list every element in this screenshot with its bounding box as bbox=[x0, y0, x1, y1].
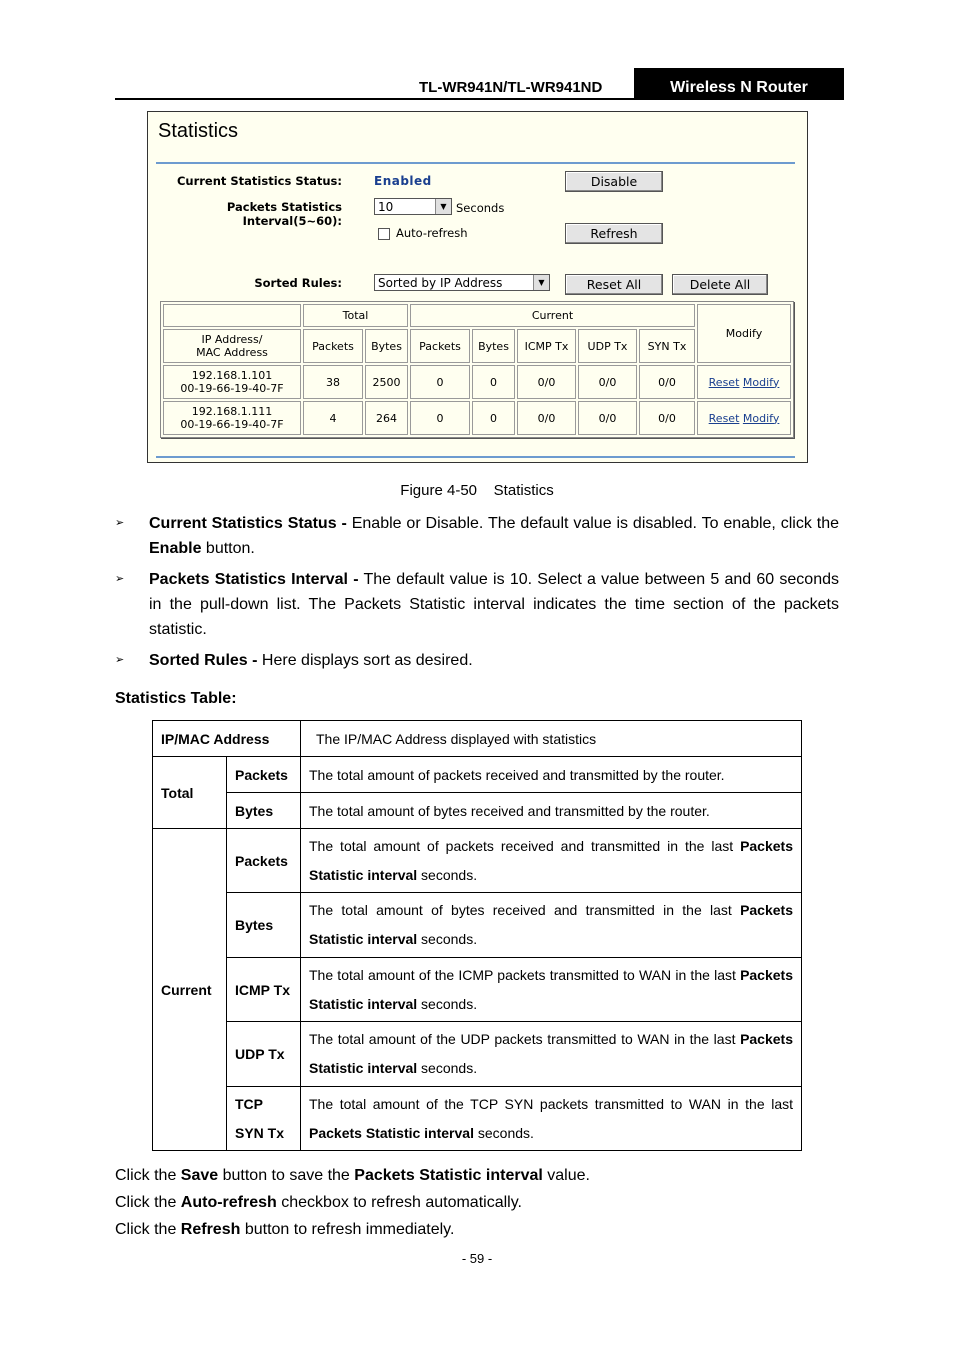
current-group-term: Current bbox=[153, 829, 227, 1151]
row-actions bbox=[697, 401, 791, 435]
sorted-rules-select[interactable] bbox=[374, 274, 550, 291]
header-product-badge: Wireless N Router bbox=[634, 68, 844, 100]
interval-label: Packets Statistics Interval(5~60): bbox=[226, 200, 342, 228]
current-bytes-term: Bytes bbox=[227, 893, 301, 958]
col-udp-tx: UDP Tx bbox=[578, 329, 637, 363]
icmp-tx-definition: The total amount of the ICMP packets transmitted to WAN in the last Packets Statistic interval seconds. bbox=[301, 958, 802, 1022]
bullet-item: ➢ Packets Statistics Interval - The default value is 10. Select a value between 5 and 60 seconds in the pull-down list. The Packets Statistic interval indicates the time section of the packets statistic. bbox=[115, 567, 839, 642]
row-ip-mac: 192.168.1.111 00-19-66-19-40-7F bbox=[163, 401, 301, 435]
total-header: Total bbox=[303, 304, 408, 327]
sorted-rules-label: Sorted Rules: bbox=[254, 276, 342, 290]
current-packets-term: Packets bbox=[227, 829, 301, 893]
table-row bbox=[153, 829, 802, 893]
statistics-table bbox=[160, 301, 794, 438]
footer-line-refresh: Click the Refresh button to refresh immediately. bbox=[115, 1221, 455, 1238]
table-row bbox=[163, 365, 791, 399]
row-udp-tx: 0/0 bbox=[578, 365, 637, 399]
tcp-syn-tx-definition: The total amount of the TCP SYN packets transmitted to WAN in the last Packets Statistic interval seconds. bbox=[301, 1087, 802, 1151]
auto-refresh-label: Auto-refresh bbox=[396, 226, 468, 240]
row-current-packets: 0 bbox=[410, 401, 470, 435]
icmp-tx-term: ICMP Tx bbox=[227, 958, 301, 1022]
table-row bbox=[153, 757, 802, 793]
current-packets-definition: The total amount of packets received and transmitted in the last Packets Statistic interval seconds. bbox=[301, 829, 802, 893]
modify-link[interactable]: Modify bbox=[742, 411, 780, 425]
statistics-screenshot bbox=[147, 111, 808, 463]
seconds-label: Seconds bbox=[456, 201, 505, 215]
bullet-arrow-icon: ➢ bbox=[115, 517, 125, 529]
row-total-bytes: 2500 bbox=[365, 365, 408, 399]
col-current-bytes: Bytes bbox=[472, 329, 515, 363]
row-syn-tx: 0/0 bbox=[639, 365, 695, 399]
bullet-arrow-icon: ➢ bbox=[115, 654, 125, 666]
panel-title: Statistics bbox=[158, 120, 239, 142]
header-rule bbox=[115, 98, 844, 100]
row-actions bbox=[697, 365, 791, 399]
modify-header: Modify bbox=[697, 304, 791, 363]
interval-value: 10 bbox=[378, 200, 394, 214]
bullet-arrow-icon: ➢ bbox=[115, 573, 125, 585]
figure-caption: Figure 4-50 Statistics bbox=[400, 482, 554, 499]
header-model: TL-WR941N/TL-WR941ND bbox=[419, 79, 603, 96]
row-current-bytes: 0 bbox=[472, 401, 515, 435]
row-total-packets: 38 bbox=[303, 365, 363, 399]
col-total-packets: Packets bbox=[303, 329, 363, 363]
dropdown-arrow-icon[interactable]: ▼ bbox=[435, 199, 451, 214]
table-row bbox=[153, 1022, 802, 1087]
current-header: Current bbox=[410, 304, 695, 327]
modify-link[interactable]: Modify bbox=[742, 375, 780, 389]
page-number: - 59 - bbox=[461, 1251, 493, 1266]
row-syn-tx: 0/0 bbox=[639, 401, 695, 435]
table-row bbox=[153, 893, 802, 958]
udp-tx-term: UDP Tx bbox=[227, 1022, 301, 1087]
interval-select[interactable] bbox=[374, 198, 452, 215]
section-heading: Statistics Table: bbox=[115, 690, 237, 707]
bullet-item: ➢ Current Statistics Status - Enable or Disable. The default value is disabled. To enable, click the Enable button. bbox=[115, 511, 839, 561]
total-packets-term: Packets bbox=[227, 757, 301, 793]
disable-button[interactable]: Disable bbox=[565, 171, 663, 192]
dropdown-arrow-icon[interactable]: ▼ bbox=[533, 275, 549, 290]
auto-refresh-checkbox[interactable] bbox=[378, 228, 390, 240]
status-value: Enabled bbox=[374, 174, 432, 188]
title-divider bbox=[156, 162, 795, 164]
row-current-bytes: 0 bbox=[472, 365, 515, 399]
footer-line-auto-refresh: Click the Auto-refresh checkbox to refresh automatically. bbox=[115, 1194, 522, 1211]
reset-all-button[interactable]: Reset All bbox=[565, 274, 663, 295]
col-total-bytes: Bytes bbox=[365, 329, 408, 363]
col-current-packets: Packets bbox=[410, 329, 470, 363]
sorted-rules-value: Sorted by IP Address bbox=[378, 276, 503, 290]
row-current-packets: 0 bbox=[410, 365, 470, 399]
row-icmp-tx: 0/0 bbox=[517, 401, 576, 435]
udp-tx-definition: The total amount of the UDP packets transmitted to WAN in the last Packets Statistic interval seconds. bbox=[301, 1022, 802, 1087]
refresh-button[interactable]: Refresh bbox=[565, 223, 663, 244]
row-total-bytes: 264 bbox=[365, 401, 408, 435]
total-group-term: Total bbox=[153, 757, 227, 829]
table-row bbox=[153, 958, 802, 1022]
row-udp-tx: 0/0 bbox=[578, 401, 637, 435]
total-packets-definition: The total amount of packets received and transmitted by the router. bbox=[301, 757, 802, 793]
current-bytes-definition: The total amount of bytes received and transmitted in the last Packets Statistic interval seconds. bbox=[301, 893, 802, 958]
table-row bbox=[163, 401, 791, 435]
reset-link[interactable]: Reset bbox=[708, 375, 740, 389]
tcp-syn-tx-term: TCP SYN Tx bbox=[227, 1087, 301, 1151]
status-label: Current Statistics Status: bbox=[176, 174, 342, 188]
delete-all-button[interactable]: Delete All bbox=[672, 274, 768, 295]
footer-line-save: Click the Save button to save the Packets Statistic interval value. bbox=[115, 1167, 590, 1184]
row-total-packets: 4 bbox=[303, 401, 363, 435]
table-header-row bbox=[163, 304, 791, 327]
col-icmp-tx: ICMP Tx bbox=[517, 329, 576, 363]
total-bytes-term: Bytes bbox=[227, 793, 301, 829]
table-row bbox=[153, 1087, 802, 1151]
ip-mac-term: IP/MAC Address bbox=[153, 721, 301, 757]
table-row bbox=[153, 793, 802, 829]
ip-mac-header: IP Address/ MAC Address bbox=[163, 329, 301, 363]
table-header-empty bbox=[163, 304, 301, 327]
col-syn-tx: SYN Tx bbox=[639, 329, 695, 363]
description-table bbox=[152, 720, 802, 1151]
table-row bbox=[153, 721, 802, 757]
bullet-item: ➢ Sorted Rules - Here displays sort as desired. bbox=[115, 648, 839, 673]
row-icmp-tx: 0/0 bbox=[517, 365, 576, 399]
row-ip-mac: 192.168.1.101 00-19-66-19-40-7F bbox=[163, 365, 301, 399]
total-bytes-definition: The total amount of bytes received and transmitted by the router. bbox=[301, 793, 802, 829]
bottom-divider bbox=[156, 456, 795, 458]
reset-link[interactable]: Reset bbox=[708, 411, 740, 425]
ip-mac-definition: The IP/MAC Address displayed with statistics bbox=[301, 721, 802, 757]
